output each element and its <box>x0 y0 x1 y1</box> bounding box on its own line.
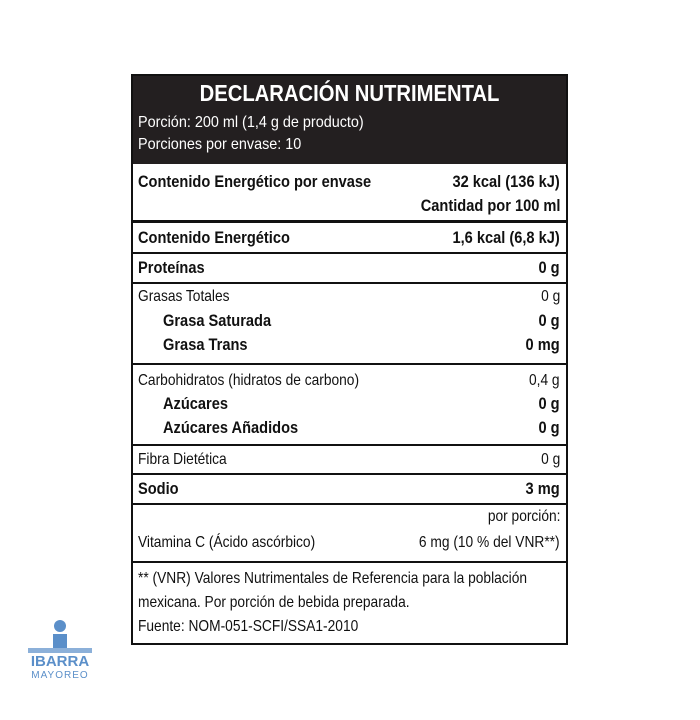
sugars-label: Azúcares <box>163 394 229 413</box>
energy-value: 1,6 kcal (6,8 kJ) <box>452 228 560 247</box>
per-portion-header: por porción: <box>487 508 560 525</box>
label-title: DECLARACIÓN NUTRIMENTAL <box>199 80 500 106</box>
sodium-label: Sodio <box>138 479 179 498</box>
saturated-fat-label: Grasa Saturada <box>163 311 272 330</box>
total-fat-label: Grasas Totales <box>138 288 230 305</box>
footnote-line-2: mexicana. Por porción de bebida preparada. <box>138 594 410 611</box>
nutrition-facts-label <box>131 74 568 645</box>
footnote-line-1: ** (VNR) Valores Nutrimentales de Referencia para la población <box>138 570 528 587</box>
divider <box>133 282 566 284</box>
sugars-value: 0 g <box>538 394 560 413</box>
added-sugars-label: Azúcares Añadidos <box>163 418 299 437</box>
vitamin-c-label: Vitamina C (Ácido ascórbico) <box>138 534 316 551</box>
logo-subtitle: MAYOREO <box>31 670 89 681</box>
protein-value: 0 g <box>538 258 560 277</box>
divider <box>133 444 566 446</box>
energy-label: Contenido Energético <box>138 228 290 247</box>
energy-container-value: 32 kcal (136 kJ) <box>452 172 560 191</box>
footnote-source: Fuente: NOM-051-SCFI/SSA1-2010 <box>138 618 359 635</box>
divider <box>133 252 566 254</box>
divider <box>133 363 566 365</box>
trans-fat-label: Grasa Trans <box>163 335 248 354</box>
fiber-label: Fibra Dietética <box>138 451 227 468</box>
label-header <box>133 76 566 164</box>
trans-fat-value: 0 mg <box>525 335 560 354</box>
carbs-label: Carbohidratos (hidratos de carbono) <box>138 372 360 389</box>
per-100ml-label: Cantidad por 100 ml <box>420 196 560 215</box>
added-sugars-value: 0 g <box>538 418 560 437</box>
servings-text: Porciones por envase: 10 <box>138 136 302 153</box>
energy-container-label: Contenido Energético por envase <box>138 172 372 191</box>
portion-text: Porción: 200 ml (1,4 g de producto) <box>138 114 364 131</box>
divider <box>133 503 566 505</box>
fiber-value: 0 g <box>540 451 560 468</box>
divider <box>133 561 566 563</box>
ibarra-mayoreo-logo <box>22 620 102 690</box>
saturated-fat-value: 0 g <box>538 311 560 330</box>
divider <box>133 220 566 223</box>
protein-label: Proteínas <box>138 258 205 277</box>
person-icon <box>22 620 98 654</box>
vitamin-c-value: 6 mg (10 % del VNR**) <box>419 534 560 551</box>
total-fat-value: 0 g <box>540 288 560 305</box>
divider <box>133 473 566 475</box>
carbs-value: 0,4 g <box>529 372 560 389</box>
logo-word: IBARRA <box>30 653 90 670</box>
sodium-value: 3 mg <box>525 479 560 498</box>
